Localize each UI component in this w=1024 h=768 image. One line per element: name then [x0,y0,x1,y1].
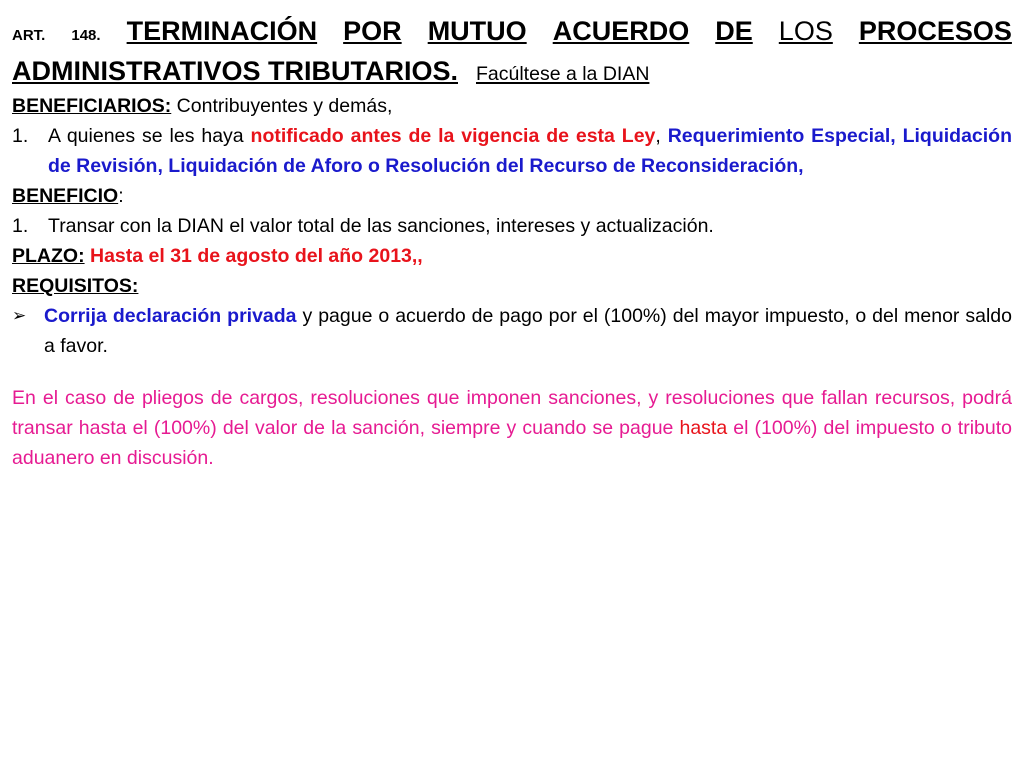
beneficio-label: BENEFICIO [12,185,119,207]
beneficiarios-item [12,121,1012,181]
paragraph-highlight: hasta [679,417,728,439]
title-word: MUTUO [427,16,527,46]
item1-highlight-blue: Requerimiento Especial, Liquidación de Revisión, Liquidación de Aforo o Resolución del Recurso de Reconsideración, [48,125,1012,177]
beneficiarios-label: BENEFICIARIOS: [12,95,172,117]
arrow-bullet-icon: ➢ [12,306,27,325]
closing-paragraph [12,383,1012,473]
article-number: 148. [71,27,101,44]
title-word: PROCESOS [858,16,1012,46]
requisito-rest: y pague o acuerdo de pago por el (100%) del mayor impuesto, o del menor saldo a favor. [44,305,1013,357]
item1-part3: , [655,125,668,147]
article-title-rest: Facúltese a la DIAN [476,63,650,85]
article-label: ART. [12,27,46,44]
beneficio-colon: : [118,185,124,207]
requisitos-label: REQUISITOS: [12,275,139,297]
title-word: ACUERDO [552,16,690,46]
title-word: POR [343,16,402,46]
slide-content [12,16,1012,473]
title-word: DE [715,16,753,46]
article-heading-line1 [12,16,1012,54]
article-title-line2: ADMINISTRATIVOS TRIBUTARIOS. [12,56,458,86]
item-text [48,121,1012,181]
plazo-text: Hasta el 31 de agosto del año 2013,, [84,245,423,267]
beneficio-line [12,181,1012,211]
plazo-label: PLAZO: [12,245,85,267]
beneficiarios-line [12,91,1012,121]
plazo-line [12,241,1012,271]
beneficio-item [12,211,1012,241]
item1-highlight-red: notificado antes de la vigencia de esta Ley [250,125,656,147]
paragraph-part3: el (100%) del impuesto o tributo aduanero en discusión. [12,417,1012,469]
paragraph-part1: En el caso de pliegos de cargos, resoluciones que imponen sanciones, y resoluciones que fallan recursos, podrá transar hasta el (100%) del valor de la sanción, siempre y cuando se pague [12,387,1012,439]
item-number: 1. [12,125,29,147]
title-word: LOS [778,16,833,46]
requisito-text [44,301,1012,361]
spacer [12,361,1012,383]
requisitos-line [12,271,1012,301]
title-word: TERMINACIÓN [126,16,318,46]
requisito-highlight: Corrija declaración privada [44,305,297,327]
item-number: 1. [12,215,29,237]
item-text: Transar con la DIAN el valor total de las sanciones, intereses y actualización. [48,215,714,237]
item1-part1: A quienes se les haya [48,125,251,147]
requisito-item [12,301,1012,361]
beneficiarios-text: Contribuyentes y demás, [171,95,393,117]
article-heading-line2 [12,54,1012,91]
